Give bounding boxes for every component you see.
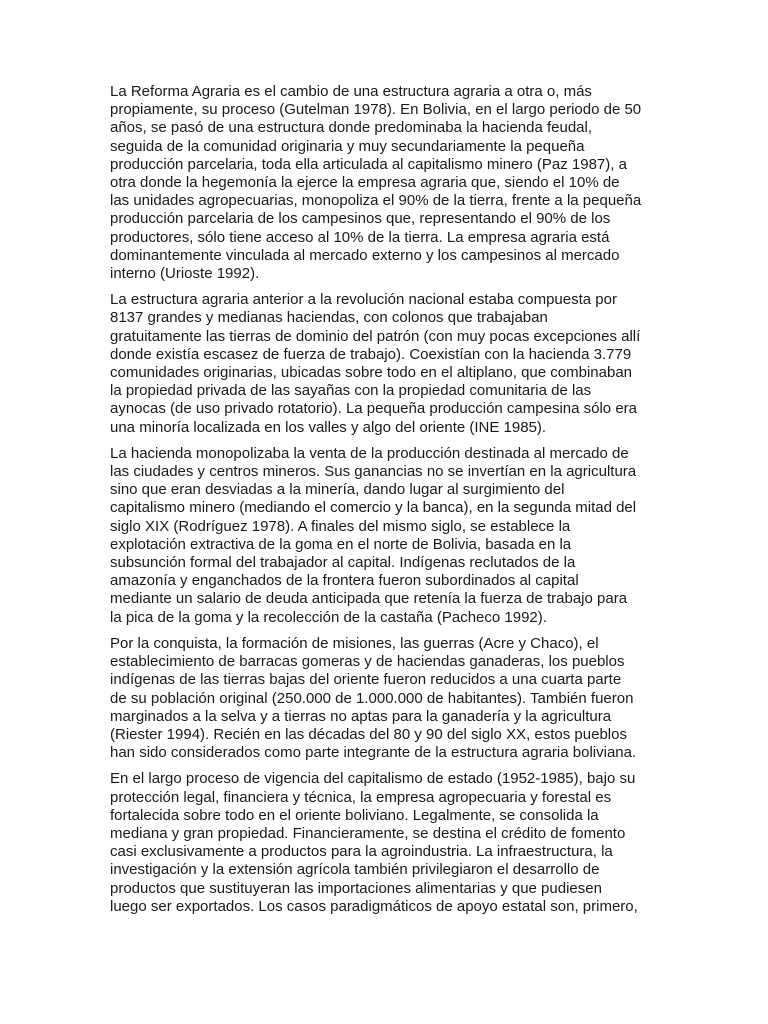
paragraph-3: La hacienda monopolizaba la venta de la producción destinada al mercado de las ciudades y centros mineros. Sus ganancias no se invertían en la agricultura sino que eran desviadas a la minería, dando lugar al surgimiento del capitalismo minero (mediando el comercio y la banca), en la segunda mitad del siglo XIX (Rodríguez 1978). A finales del mismo siglo, se establece la explotación extractiva de la goma en el norte de Bolivia, basada en la subsunción formal del trabajador al capital. Indígenas reclutados de la amazonía y enganchados de la frontera fueron subordinados al capital mediante un salario de deuda anticipada que retenía la fuerza de trabajo para la pica de la goma y la recolección de la castaña (Pacheco 1992). — [110, 444, 637, 626]
paragraph-5: En el largo proceso de vigencia del capitalismo de estado (1952-1985), bajo su protección legal, financiera y técnica, la empresa agropecuaria y forestal es fortalecida sobre todo en el oriente boliviano. Legalmente, se consolida la mediana y gran propiedad. Financieramente, se destina el crédito de fomento casi exclusivamente a productos para la agroindustria. La infraestructura, la investigación y la extensión agrícola también privilegiaron el desarrollo de productos que sustituyeran las importaciones alimentarias y que pudiesen luego ser exportados. Los casos paradigmáticos de apoyo estatal son, primero, — [110, 770, 638, 915]
document-body — [110, 83, 656, 924]
paragraph-2: La estructura agraria anterior a la revolución nacional estaba compuesta por 8137 grandes y medianas haciendas, con colonos que trabajaban gratuitamente las tierras de dominio del patrón (con muy pocas excepciones allí donde existía escasez de fuerza de trabajo). Coexistían con la hacienda 3.779 comunidades originarias, ubicadas sobre todo en el altiplano, que combinaban la propiedad privada de las sayañas con la propiedad comunitaria de las aynocas (de uso privado rotatorio). La pequeña producción campesina sólo era una minoría localizada en los valles y algo del oriente (INE 1985). — [110, 291, 641, 436]
paragraph-4: Por la conquista, la formación de misiones, las guerras (Acre y Chaco), el establecimiento de barracas gomeras y de haciendas ganaderas, los pueblos indígenas de las tierras bajas del oriente fueron reducidos a una cuarta parte de su población original (250.000 de 1.000.000 de habitantes). También fueron marginados a la selva y a tierras no aptas para la ganadería y la agricultura (Riester 1994). Recién en las décadas del 80 y 90 del siglo XX, estos pueblos han sido considerados como parte integrante de la estructura agraria boliviana. — [110, 634, 637, 762]
paragraph-1: La Reforma Agraria es el cambio de una estructura agraria a otra o, más propiamente, su proceso (Gutelman 1978). En Bolivia, en el largo periodo de 50 años, se pasó de una estructura donde predominaba la hacienda feudal, seguida de la comunidad originaria y muy secundariamente la pequeña producción parcelaria, toda ella articulada al capitalismo minero (Paz 1987), a otra donde la hegemonía la ejerce la empresa agraria que, siendo el 10% de las unidades agropecuarias, monopoliza el 90% de la tierra, frente a la pequeña producción parcelaria de los campesinos que, representando el 90% de los productores, sólo tiene acceso al 10% de la tierra. La empresa agraria está dominantemente vinculada al mercado externo y los campesinos al mercado interno (Urioste 1992). — [110, 83, 642, 283]
